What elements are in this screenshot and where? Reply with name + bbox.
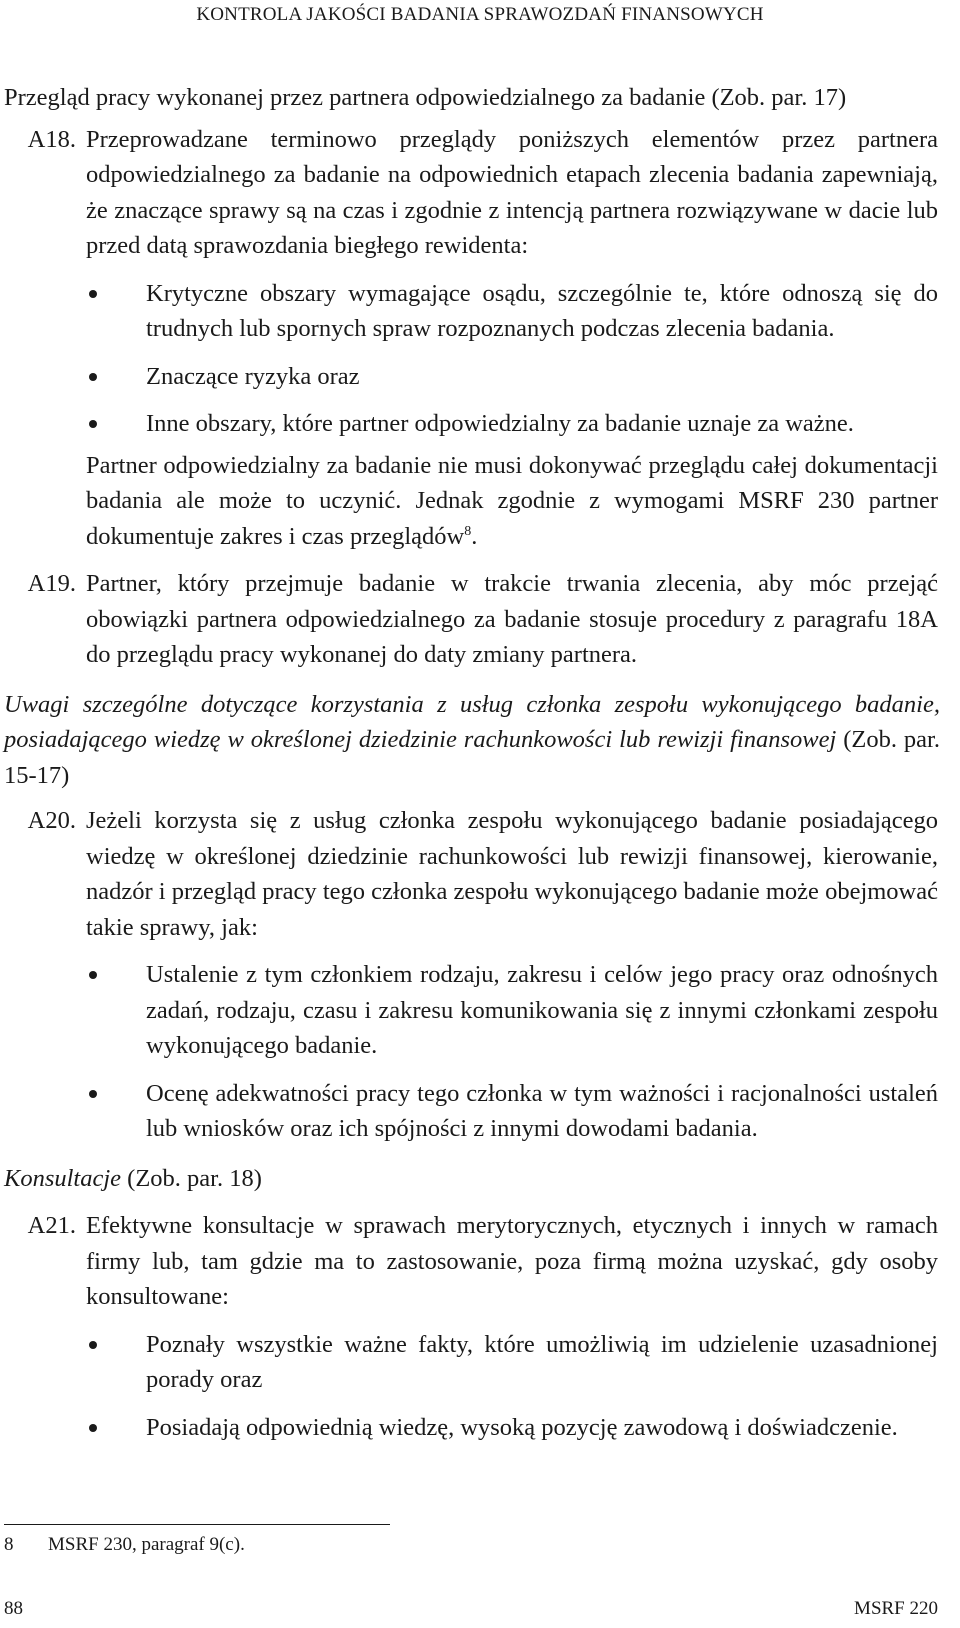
- bullet-list: [86, 1327, 938, 1446]
- running-header: KONTROLA JAKOŚCI BADANIA SPRAWOZDAŃ FINANSOWYCH: [196, 4, 764, 25]
- bullet-icon: [86, 359, 146, 395]
- section-heading: Uwagi szczególne dotyczące korzystania z usług członka zespołu wykonującego badanie, posiadającego wiedzę w określonej dziedzinie rachunkowości lub rewizji finansowej (Zob. par. 15-17): [4, 690, 940, 789]
- paragraph-text: Partner, który przejmuje badanie w trakcie trwania zlecenia, aby móc przejąć obowiązki partnera odpowiedzialnego za badanie stosuje procedury z paragrafu 18A do przeglądu pracy wykonanej do daty zmiany partnera.: [86, 570, 938, 668]
- bullet-icon: [86, 406, 146, 442]
- bullet-list: [86, 276, 938, 442]
- paragraph-text: Efektywne konsultacje w sprawach merytorycznych, etycznych i innych w ramach firmy lub, tam gdzie ma to zastosowanie, poza firmą można uzyskać, gdy osoby konsultowane:: [86, 1212, 938, 1310]
- footnote-divider: [4, 1524, 390, 1525]
- paragraph-a19: [0, 566, 960, 673]
- list-item: Ustalenie z tym członkiem rodzaju, zakresu i celów jego pracy oraz odnośnych zadań, rodzaju, czasu i zakresu komunikowania się z innymi członkami zespołu wykonującego badanie.: [86, 957, 938, 1064]
- bullet-icon: [86, 1327, 146, 1398]
- bullet-icon: [86, 1076, 146, 1147]
- paragraph-a18: [0, 122, 960, 555]
- bullet-icon: [86, 957, 146, 1064]
- list-item: Krytyczne obszary wymagające osądu, szczególnie te, które odnoszą się do trudnych lub spornych spraw rozpoznanych podczas zlecenia badania.: [86, 276, 938, 347]
- paragraph-number: A20.: [27, 807, 76, 834]
- list-item: Ocenę adekwatności pracy tego członka w tym ważności i racjonalności ustaleń lub wniosków oraz ich spójności z innymi dowodami badania.: [86, 1076, 938, 1147]
- paragraph-a21: [0, 1208, 960, 1451]
- bullet-icon: [86, 276, 146, 347]
- footnote-number: 8: [4, 1534, 14, 1555]
- section-heading: Konsultacje (Zob. par. 18): [4, 1164, 262, 1192]
- section-heading: Przegląd pracy wykonanej przez partnera odpowiedzialnego za badanie (Zob. par. 17): [4, 84, 847, 111]
- paragraph-continuation: Partner odpowiedzialny za badanie nie musi dokonywać przeglądu całej dokumentacji badania ale może to uczynić. Jednak zgodnie z wymogami MSRF 230 partner dokumentuje zakres i czas przeglądów$^8$.: [86, 451, 938, 550]
- list-item: Posiadają odpowiednią wiedzę, wysoką pozycję zawodową i doświadczenie.: [86, 1410, 938, 1446]
- footnote: [4, 1534, 245, 1556]
- page-number: 88: [4, 1598, 23, 1619]
- list-item: Znaczące ryzyka oraz: [86, 359, 938, 395]
- paragraph-text: Jeżeli korzysta się z usług członka zespołu wykonującego badanie posiadającego wiedzę w określonej dziedzinie rachunkowości lub rewizji finansowej, kierowanie, nadzór i przegląd pracy tego członka zespołu wykonującego badanie może obejmować takie sprawy, jak:: [86, 807, 938, 941]
- footnote-ref[interactable]: 8: [464, 523, 472, 539]
- paragraph-text: Przeprowadzane terminowo przeglądy poniższych elementów przez partnera odpowiedzialnego za badanie na odpowiednich etapach zlecenia badania zapewniają, że znaczące sprawy są na czas i zgodnie z intencją partnera rozwiązywane w dacie lub przed datą sprawozdania biegłego rewidenta:: [86, 125, 938, 259]
- bullet-list: [86, 957, 938, 1147]
- paragraph-a20: [0, 803, 960, 1153]
- list-item: Inne obszary, które partner odpowiedzialny za badanie uznaje za ważne.: [86, 406, 938, 442]
- paragraph-number: A18.: [27, 125, 76, 153]
- footnote-text: MSRF 230, paragraf 9(c).: [48, 1534, 245, 1555]
- list-item: Poznały wszystkie ważne fakty, które umożliwią im udzielenie uzasadnionej porady oraz: [86, 1327, 938, 1398]
- bullet-icon: [86, 1410, 146, 1446]
- paragraph-number: A21.: [27, 1212, 76, 1239]
- standard-label: MSRF 220: [854, 1598, 938, 1619]
- page-body: [0, 80, 960, 1451]
- paragraph-number: A19.: [27, 570, 76, 597]
